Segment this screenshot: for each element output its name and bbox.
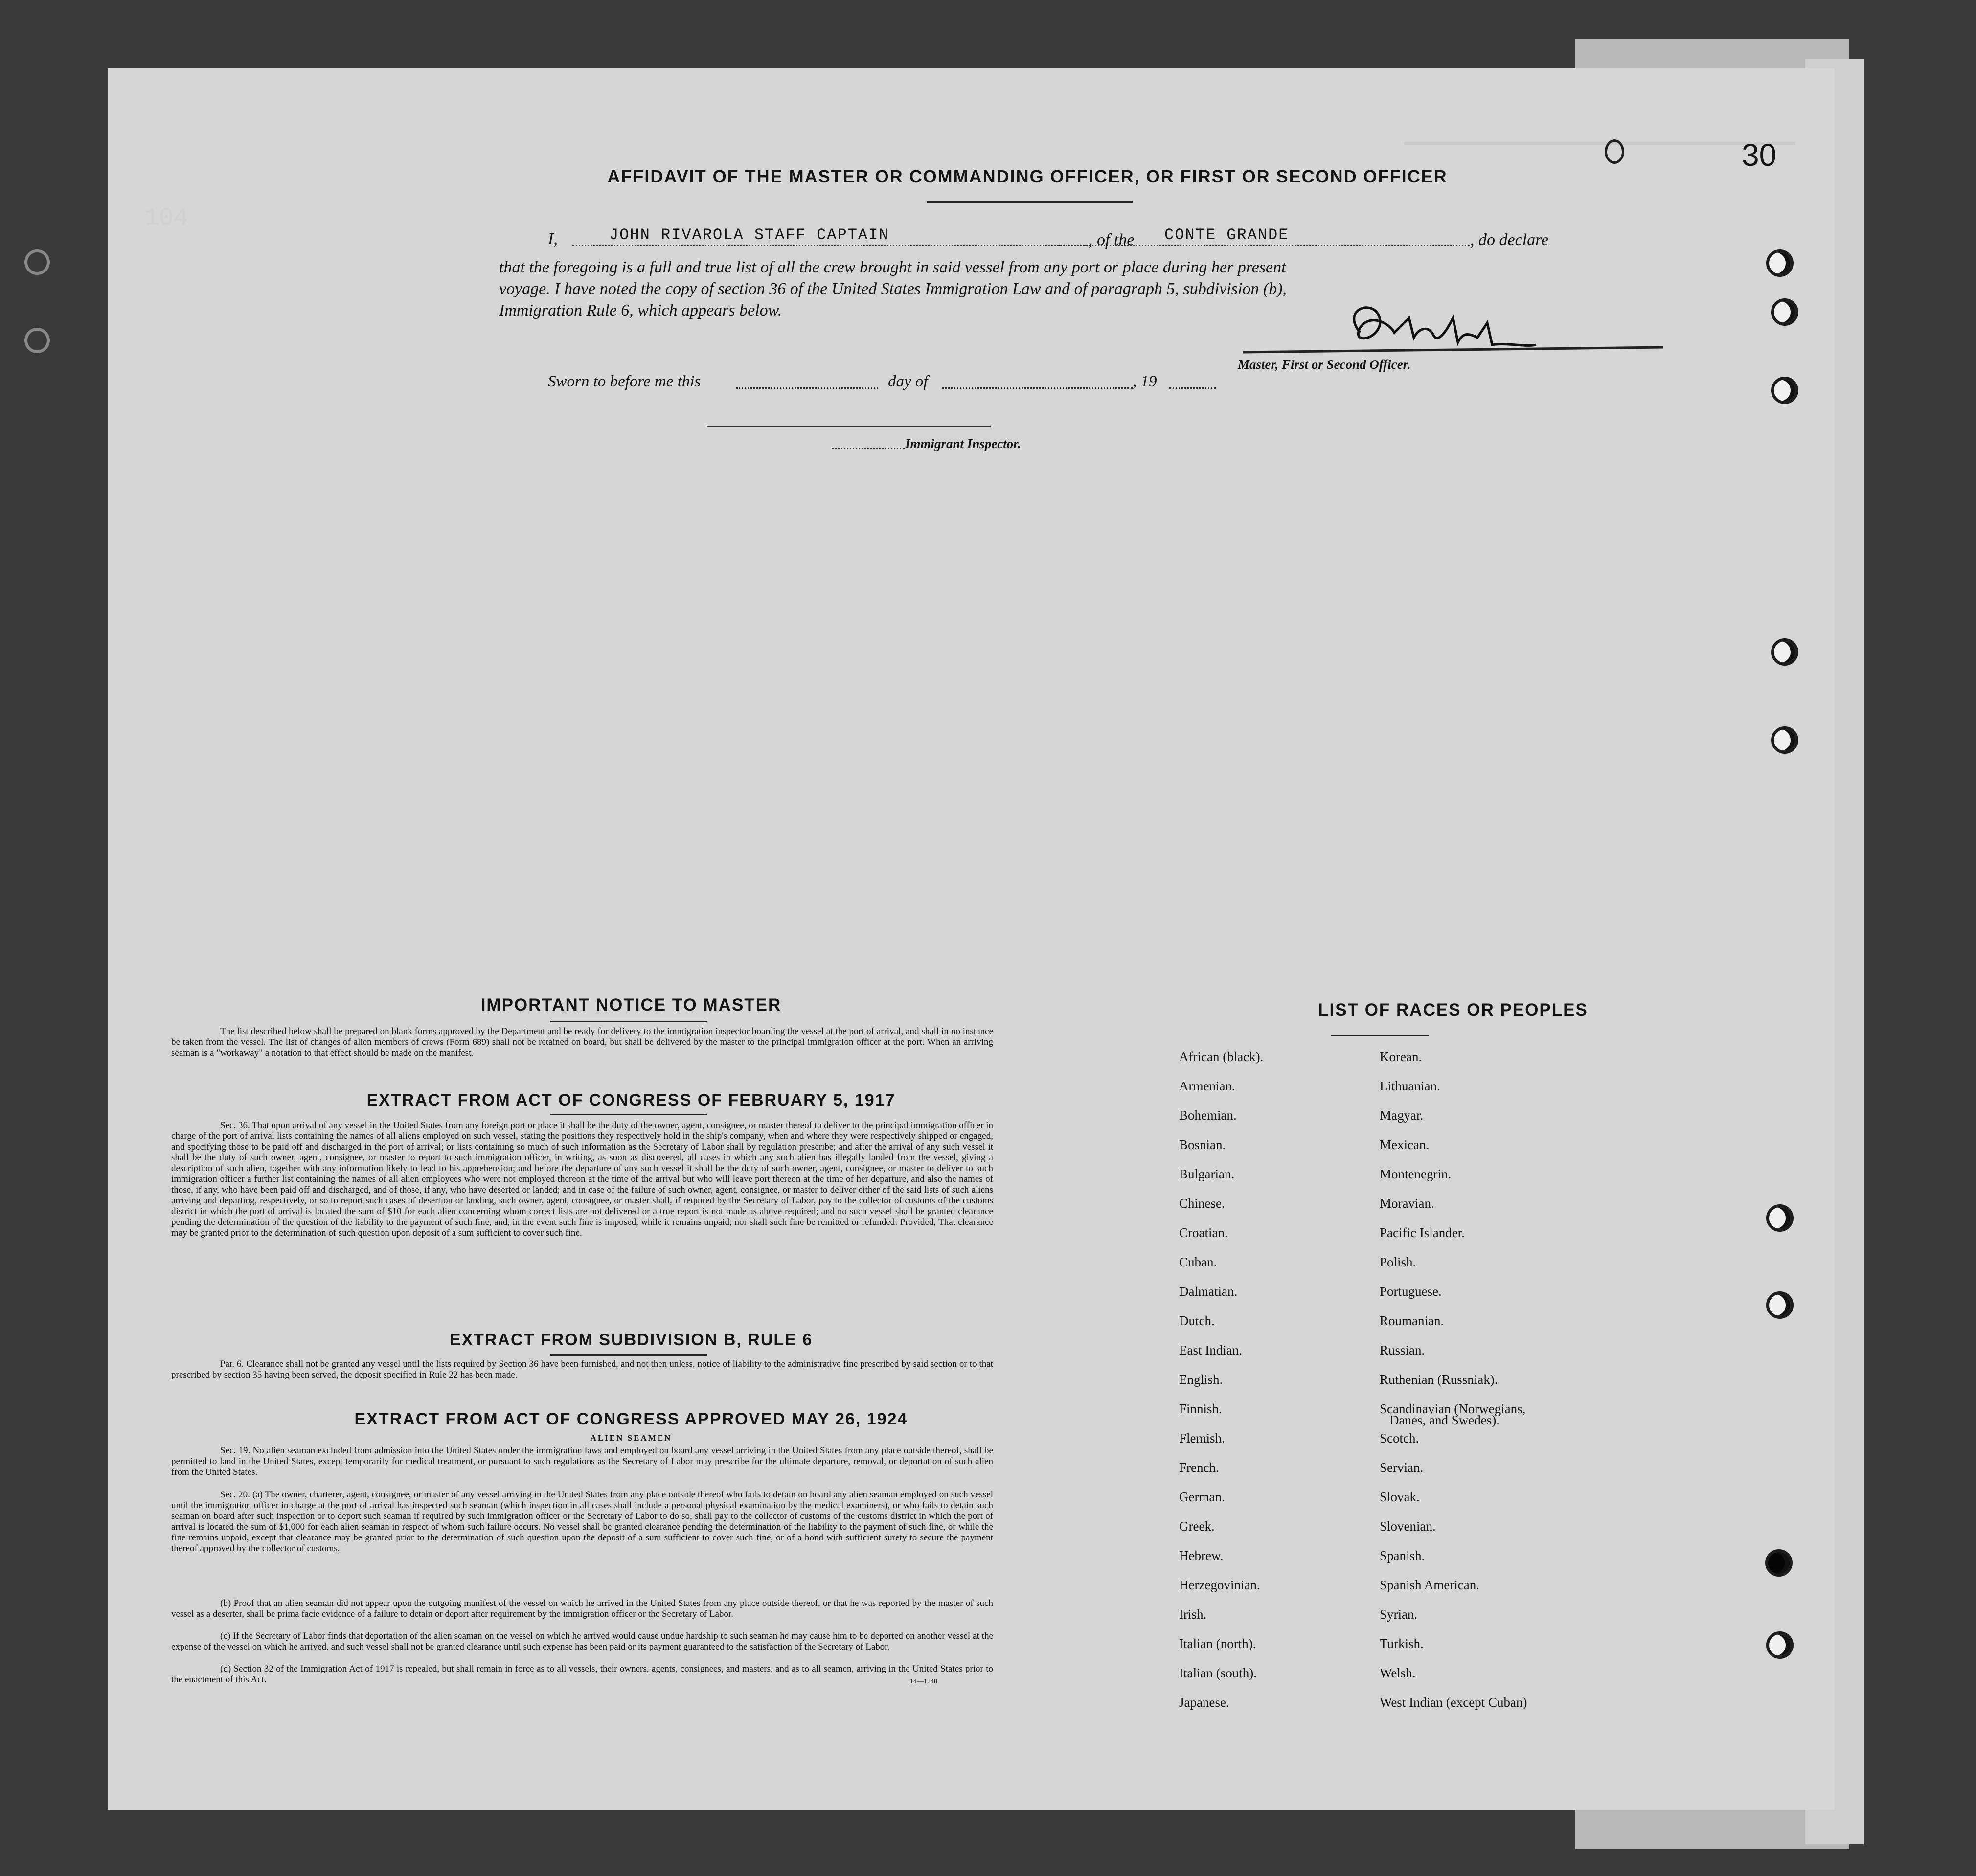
binder-hole-right-3 <box>1771 377 1798 404</box>
affidavit-title-underline <box>927 201 1133 203</box>
race-item: Scandinavian (Norwegians, <box>1380 1401 1526 1416</box>
notice-body: The list described below shall be prepared on blank forms approved by the Department and be ready for delivery to the immigration inspector boarding the vessel at the port of arrival, and shall in no instance be taken from the vessel. The list of changes of alien members of crews (Form 689) shall not be retained on board, but shall be delivered by the master to the principal immigration officer at the port. When an arriving seaman is a "workaway" a notation to that effect should be made on the manifest. <box>171 1026 993 1058</box>
race-item: Portuguese. <box>1380 1284 1442 1299</box>
inspector-dots <box>832 448 905 449</box>
race-item: Dalmatian. <box>1179 1284 1238 1299</box>
race-item: French. <box>1179 1460 1219 1475</box>
race-item: Lithuanian. <box>1380 1079 1440 1093</box>
races-title: LIST OF RACES OR PEOPLES <box>1318 1000 1588 1019</box>
race-item: Japanese. <box>1179 1695 1229 1710</box>
race-item: Finnish. <box>1179 1401 1222 1416</box>
inspector-label: Immigrant Inspector. <box>905 436 1022 451</box>
extract-1917-underline <box>550 1114 707 1115</box>
affidavit-i-label: I, <box>548 230 558 248</box>
extract-1924-title: EXTRACT FROM ACT OF CONGRESS APPROVED MAY 26, 1924 <box>354 1410 908 1428</box>
race-item: Herzegovinian. <box>1179 1578 1260 1592</box>
affidavit-title: AFFIDAVIT OF THE MASTER OR COMMANDING OFFICER, OR FIRST OR SECOND OFFICER <box>607 166 1448 186</box>
race-item: Greek. <box>1179 1519 1215 1534</box>
race-item: Mexican. <box>1380 1137 1430 1152</box>
race-item: African (black). <box>1179 1049 1264 1064</box>
affidavit-do-declare-label: , do declare <box>1470 231 1549 249</box>
affidavit-vessel-line <box>1059 245 1470 246</box>
race-item: Italian (south). <box>1179 1666 1257 1680</box>
race-item: East Indian. <box>1179 1343 1242 1357</box>
affidavit-name-line <box>572 245 1086 246</box>
binder-hole-right-9 <box>1766 1631 1794 1659</box>
affidavit-line-3: voyage. I have noted the copy of section 36 of the United States Immigration Law and of paragraph 5, subdivision (b), <box>499 280 1287 298</box>
affidavit-name-value: JOHN RIVAROLA STAFF CAPTAIN <box>609 226 889 244</box>
race-item: Slovak. <box>1380 1490 1420 1504</box>
sworn-day-of-label: day of <box>888 373 928 390</box>
master-signature <box>1233 298 1673 362</box>
race-item: Ruthenian (Russniak). <box>1380 1372 1498 1387</box>
race-item: Armenian. <box>1179 1079 1235 1093</box>
race-item: Spanish American. <box>1380 1578 1479 1592</box>
binder-hole-right-8 <box>1765 1549 1793 1577</box>
inspector-signature-line <box>707 426 991 427</box>
binder-hole-right-6 <box>1766 1204 1794 1232</box>
race-item: Dutch. <box>1179 1313 1215 1328</box>
form-number: 14—1240 <box>910 1678 937 1685</box>
rule-6-title: EXTRACT FROM SUBDIVISION B, RULE 6 <box>449 1331 813 1349</box>
race-item: Spanish. <box>1380 1548 1425 1563</box>
sworn-year-label: , 19 <box>1133 373 1157 390</box>
race-item: Cuban. <box>1179 1255 1217 1269</box>
race-item: Montenegrin. <box>1380 1167 1452 1181</box>
race-item: German. <box>1179 1490 1225 1504</box>
race-item: Irish. <box>1179 1607 1207 1622</box>
sworn-month-line <box>942 387 1133 389</box>
binder-hole-right-5 <box>1771 726 1798 754</box>
affidavit-line-4: Immigration Rule 6, which appears below. <box>499 301 782 319</box>
race-item: Moravian. <box>1380 1196 1434 1211</box>
binder-hole-right-2 <box>1771 298 1798 326</box>
binder-hole-right-4 <box>1771 638 1798 666</box>
race-item: Magyar. <box>1380 1108 1424 1123</box>
race-item: Hebrew. <box>1179 1548 1224 1563</box>
extract-1924-sec20b: (b) Proof that an alien seaman did not appear upon the outgoing manifest of the vessel on which he arrived in the United States from any place outside thereof, or that he was reported by the master of such vessel as a deserter, shall be prima facie evidence of a failure to detain or deport after requirement by the immigration officer or the Secretary of Labor. <box>171 1598 993 1619</box>
rule-6-body: Par. 6. Clearance shall not be granted any vessel until the lists required by Section 36 have been furnished, and not then unless, notice of liability to the administrative fine prescribed by said section or to that prescribed by section 35 having been served, the deposit specified in Rule 22 has been made. <box>171 1359 993 1380</box>
sworn-label: Sworn to before me this <box>548 373 701 390</box>
page-number: 30 <box>1742 137 1777 173</box>
race-item: Bohemian. <box>1179 1108 1237 1123</box>
bleed-through-text <box>1404 142 1795 164</box>
sworn-day-line <box>736 387 878 389</box>
notice-underline <box>550 1021 707 1022</box>
race-item: Croatian. <box>1179 1225 1228 1240</box>
race-item: Pacific Islander. <box>1380 1225 1465 1240</box>
notice-title: IMPORTANT NOTICE TO MASTER <box>480 995 782 1015</box>
race-item: Scotch. <box>1380 1431 1419 1446</box>
race-item: Italian (north). <box>1179 1636 1256 1651</box>
extract-1924-subtitle: ALIEN SEAMEN <box>590 1433 672 1443</box>
extract-1917-body: Sec. 36. That upon arrival of any vessel in the United States from any foreign port or place it shall be the duty of the owner, agent, consignee, or master thereof to deliver to the principal immigration officer in charge of the port of arrival lists containing the names of all aliens employed on such vessel, stating the positions they respectively hold in the ship's company, when and where they were respectively shipped or engaged, and specifying those to be paid off and discharged in the port of arrival; or lists containing so much of such information as the Secretary of Labor shall by regulation prescribe; and after the arrival of any such vessel it shall be the duty of such owner, agent, consignee, or master to report to such immigration officer, in writing, as soon as discovered, all cases in which any such alien has illegally landed from the vessel, giving a description of such alien, together with any information likely to lead to his apprehension; and before the departure of any such vessel it shall be the duty of such owner, agent, consignee, or master to deliver to such immigration officer a further list containing the names of all alien employees who were not employed thereon at the time of the arrival but who will leave port thereon at the time of her departure, and also the names of those, if any, who have been paid off and discharged, and of those, if any, who have deserted or landed; and in case of the failure of such owner, agent, consignee, or master to deliver either of the said lists of such aliens arriving and departing, respectively, or so to report such cases of desertion or landing, such owner, agent, consignee, or master shall, if required by the Secretary of Labor, pay to the collector of customs of the customs district in which the port of arrival is located the sum of $10 for each alien concerning whom correct lists are not delivered or a true report is not made as above required; and no such vessel shall be granted clearance pending the determination of the question of the liability to the payment of such fine, and, in the event such fine is imposed, while it remains unpaid; nor shall such fine be remitted or refunded: Provided, That clearance may be granted prior to the determination of such question upon deposit of a sum sufficient to cover such fine. <box>171 1120 993 1238</box>
extract-1924-sec20c: (c) If the Secretary of Labor finds that deportation of the alien seaman on the vessel on which he arrived would cause undue hardship to such seaman he may cause him to be deported on another vessel at the expense of the vessel on which he arrived, and such vessel shall not be granted clearance until such expense has been paid or its payment guaranteed to the satisfaction of the Secretary of Labor. <box>171 1631 993 1652</box>
race-item: Roumanian. <box>1380 1313 1444 1328</box>
left-margin-stamp: 104 <box>144 204 189 232</box>
race-item: Chinese. <box>1179 1196 1225 1211</box>
race-item: Servian. <box>1380 1460 1424 1475</box>
race-scandinavian-cont: Danes, and Swedes). <box>1389 1413 1499 1427</box>
extract-1924-sec20d: (d) Section 32 of the Immigration Act of 1917 is repealed, but shall remain in force as to all vessels, their owners, agents, consignees, and masters, and as to all seamen, arriving in the United States prior to the enactment of this Act. <box>171 1664 993 1685</box>
rule-6-underline <box>550 1354 707 1356</box>
race-item: Polish. <box>1380 1255 1416 1269</box>
master-signature-label: Master, First or Second Officer. <box>1238 357 1411 372</box>
race-item: Russian. <box>1380 1343 1425 1357</box>
binder-hole-left-1 <box>24 249 50 275</box>
races-underline <box>1331 1035 1429 1036</box>
binder-hole-right-7 <box>1766 1291 1794 1319</box>
extract-1924-sec19: Sec. 19. No alien seaman excluded from admission into the United States under the immigration laws and employed on board any vessel arriving in the United States from any place outside thereof, shall be permitted to land in the United States, except temporarily for medical treatment, or pursuant to such regulations as the Secretary of Labor may prescribe for the ultimate departure, removal, or deportation of such alien from the United States. <box>171 1446 993 1477</box>
affidavit-vessel-value: CONTE GRANDE <box>1164 226 1289 244</box>
affidavit-of-the-label: , of the <box>1089 231 1135 249</box>
extract-1924-sec20a: Sec. 20. (a) The owner, charterer, agent, consignee, or master of any vessel arriving in the United States from any place outside thereof who fails to detain on board any alien seaman employed on such vessel until the immigration officer in charge at the port of arrival has inspected such seaman (which inspection in all cases shall include a personal physical examination by the medical examiners), or who fails to detain such seaman on board after such inspection or to deport such seaman if required by such immigration officer or the Secretary of Labor to do so, shall pay to the collector of customs of the customs district in which the port of arrival is located the sum of $1,000 for each alien seaman in respect of whom such failure occurs. No vessel shall be granted clearance pending the determination of the liability to the payment of such fine, or while the fine remains unpaid, except that clearance may be granted prior to the determination of such question upon the deposit of a sum sufficient to cover such fine, or of a bond with sufficient surety to secure the payment thereof approved by the collector of customs. <box>171 1490 993 1554</box>
race-item: Korean. <box>1380 1049 1422 1064</box>
race-item: West Indian (except Cuban) <box>1380 1695 1527 1710</box>
race-item: Bulgarian. <box>1179 1167 1235 1181</box>
sworn-year-line <box>1169 387 1216 389</box>
race-item: Syrian. <box>1380 1607 1418 1622</box>
race-item: Bosnian. <box>1179 1137 1226 1152</box>
binder-hole-right-1 <box>1766 249 1794 277</box>
race-item: English. <box>1179 1372 1223 1387</box>
affidavit-line-2: that the foregoing is a full and true list of all the crew brought in said vessel from any port or place during her present <box>499 258 1286 276</box>
race-item: Turkish. <box>1380 1636 1424 1651</box>
race-item: Flemish. <box>1179 1431 1225 1446</box>
binder-hole-left-2 <box>24 328 50 353</box>
race-item: Welsh. <box>1380 1666 1416 1680</box>
extract-1917-title: EXTRACT FROM ACT OF CONGRESS OF FEBRUARY 5, 1917 <box>366 1091 896 1109</box>
race-item: Slovenian. <box>1380 1519 1436 1534</box>
corner-mark <box>1605 139 1624 164</box>
manifest-page <box>108 68 1835 1810</box>
